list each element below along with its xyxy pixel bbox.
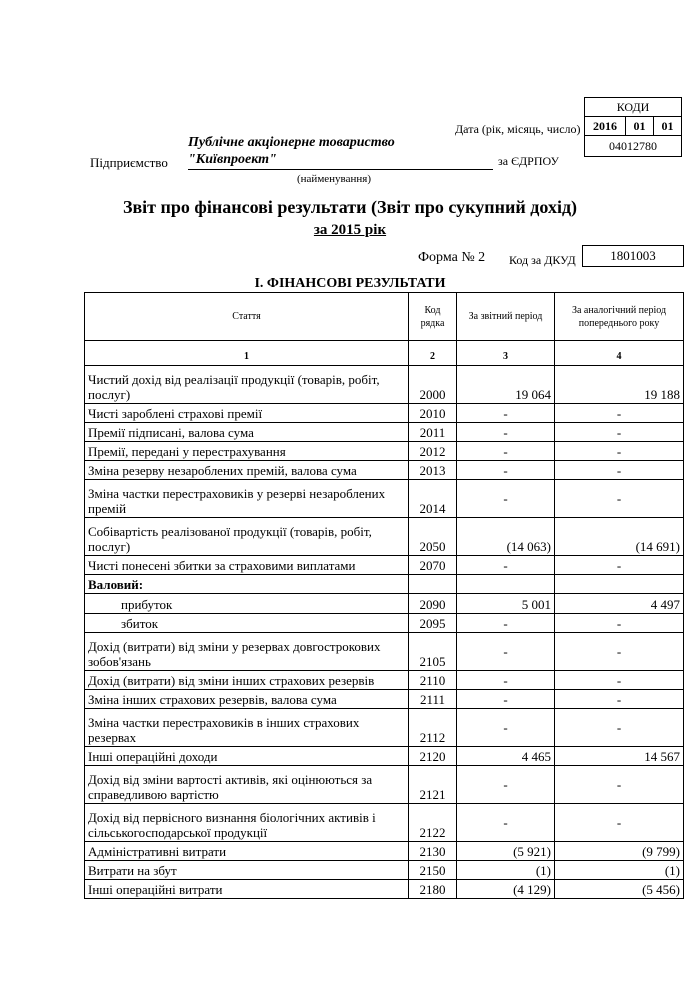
row-code: 2000 — [409, 366, 457, 404]
date-month: 01 — [626, 117, 654, 136]
table-row — [85, 594, 684, 614]
enterprise-name — [188, 134, 493, 170]
row-previous-value: 4 497 — [555, 594, 684, 614]
column-number: 2 — [409, 341, 457, 366]
row-previous-value: 14 567 — [555, 747, 684, 766]
row-current-value: - — [457, 404, 555, 423]
row-previous-value: 19 188 — [555, 366, 684, 404]
row-code — [409, 575, 457, 594]
table-row — [85, 747, 684, 766]
edrpou-code: 04012780 — [585, 136, 682, 157]
enterprise-name-line1: Публічне акціонерне товариство — [188, 135, 395, 150]
row-code: 2180 — [409, 880, 457, 899]
row-label: Інші операційні доходи — [85, 747, 409, 766]
header-article: Стаття — [85, 293, 409, 341]
row-previous-value: (9 799) — [555, 842, 684, 861]
row-label: прибуток — [85, 594, 409, 614]
row-current-value: - — [457, 614, 555, 633]
row-previous-value: (5 456) — [555, 880, 684, 899]
row-code: 2010 — [409, 404, 457, 423]
row-previous-value: - — [555, 480, 684, 518]
row-previous-value: - — [555, 690, 684, 709]
header-code: Код рядка — [409, 293, 457, 341]
row-code: 2112 — [409, 709, 457, 747]
row-code: 2012 — [409, 442, 457, 461]
row-label: Премії підписані, валова сума — [85, 423, 409, 442]
financial-results-table — [84, 292, 684, 899]
row-code: 2014 — [409, 480, 457, 518]
row-current-value: - — [457, 480, 555, 518]
row-current-value: - — [457, 690, 555, 709]
row-current-value: - — [457, 461, 555, 480]
row-current-value: - — [457, 804, 555, 842]
row-label: Дохід від первісного визнання біологічних активів і сільськогосподарської продукції — [85, 804, 409, 842]
table-row — [85, 804, 684, 842]
row-current-value: - — [457, 556, 555, 575]
row-current-value: (5 921) — [457, 842, 555, 861]
row-current-value: 19 064 — [457, 366, 555, 404]
row-previous-value: - — [555, 766, 684, 804]
row-label: Зміна резерву незароблених премій, валова сума — [85, 461, 409, 480]
table-row — [85, 480, 684, 518]
table-row — [85, 861, 684, 880]
row-code: 2050 — [409, 518, 457, 556]
row-label: Чисті понесені збитки за страховими виплатами — [85, 556, 409, 575]
table-row — [85, 518, 684, 556]
table-row — [85, 671, 684, 690]
row-label: Витрати на збут — [85, 861, 409, 880]
row-current-value: (14 063) — [457, 518, 555, 556]
row-code: 2105 — [409, 633, 457, 671]
row-previous-value — [555, 575, 684, 594]
table-row — [85, 423, 684, 442]
table-row — [85, 842, 684, 861]
row-current-value: (4 129) — [457, 880, 555, 899]
row-label: Зміна інших страхових резервів, валова сума — [85, 690, 409, 709]
form-number: Форма № 2 — [418, 250, 486, 265]
table-row — [85, 442, 684, 461]
row-current-value: 4 465 — [457, 747, 555, 766]
table-row — [85, 880, 684, 899]
row-code: 2070 — [409, 556, 457, 575]
row-code: 2120 — [409, 747, 457, 766]
row-previous-value: - — [555, 461, 684, 480]
row-label: Чистий дохід від реалізації продукції (товарів, робіт, послуг) — [85, 366, 409, 404]
table-row — [85, 366, 684, 404]
codes-header: КОДИ — [585, 98, 682, 117]
row-code: 2111 — [409, 690, 457, 709]
table-row — [85, 690, 684, 709]
row-label: Чисті зароблені страхові премії — [85, 404, 409, 423]
row-previous-value: - — [555, 709, 684, 747]
date-label: Дата (рік, місяць, число) — [455, 122, 581, 136]
edrpou-label: за ЄДРПОУ — [498, 154, 560, 168]
row-previous-value: - — [555, 614, 684, 633]
row-current-value — [457, 575, 555, 594]
table-row — [85, 556, 684, 575]
row-current-value: - — [457, 709, 555, 747]
row-label: Адміністративні витрати — [85, 842, 409, 861]
codes-box — [584, 97, 682, 157]
row-label: Валовий: — [85, 575, 409, 594]
row-code: 2110 — [409, 671, 457, 690]
row-code: 2150 — [409, 861, 457, 880]
row-label: збиток — [85, 614, 409, 633]
row-current-value: - — [457, 423, 555, 442]
row-code: 2130 — [409, 842, 457, 861]
date-year: 2016 — [585, 117, 626, 136]
dkud-label: Код за ДКУД — [509, 253, 576, 267]
row-previous-value: - — [555, 671, 684, 690]
row-label: Собівартість реалізованої продукції (товарів, робіт, послуг) — [85, 518, 409, 556]
row-code: 2095 — [409, 614, 457, 633]
row-code: 2090 — [409, 594, 457, 614]
table-body — [85, 293, 684, 899]
row-current-value: (1) — [457, 861, 555, 880]
section-title: І. ФІНАНСОВІ РЕЗУЛЬТАТИ — [254, 276, 446, 291]
row-previous-value: (1) — [555, 861, 684, 880]
row-label: Зміна частки перестраховиків в інших страхових резервах — [85, 709, 409, 747]
row-label: Дохід від зміни вартості активів, які оцінюються за справедливою вартістю — [85, 766, 409, 804]
date-day: 01 — [654, 117, 682, 136]
row-code: 2013 — [409, 461, 457, 480]
column-number-row — [85, 341, 684, 366]
header-previous: За аналогічний період попереднього року — [555, 293, 684, 341]
table-row — [85, 404, 684, 423]
row-code: 2011 — [409, 423, 457, 442]
row-previous-value: (14 691) — [555, 518, 684, 556]
row-label: Дохід (витрати) від зміни у резервах довгострокових зобов'язань — [85, 633, 409, 671]
dkud-code: 1801003 — [582, 245, 684, 267]
row-current-value: - — [457, 766, 555, 804]
row-current-value: - — [457, 442, 555, 461]
row-previous-value: - — [555, 633, 684, 671]
table-row — [85, 633, 684, 671]
table-row — [85, 614, 684, 633]
row-previous-value: - — [555, 423, 684, 442]
row-current-value: - — [457, 671, 555, 690]
report-title: Звіт про фінансові результати (Звіт про сукупний дохід) — [122, 197, 578, 217]
table-row — [85, 461, 684, 480]
name-caption: (найменування) — [297, 173, 371, 185]
row-code: 2122 — [409, 804, 457, 842]
report-period: за 2015 рік — [313, 222, 387, 238]
row-label: Зміна частки перестраховиків у резерві незароблених премій — [85, 480, 409, 518]
row-label: Дохід (витрати) від зміни інших страхових резервів — [85, 671, 409, 690]
column-number: 1 — [85, 341, 409, 366]
column-number: 4 — [555, 341, 684, 366]
row-previous-value: - — [555, 404, 684, 423]
row-previous-value: - — [555, 442, 684, 461]
row-previous-value: - — [555, 804, 684, 842]
table-row — [85, 709, 684, 747]
row-code: 2121 — [409, 766, 457, 804]
row-previous-value: - — [555, 556, 684, 575]
row-label: Інші операційні витрати — [85, 880, 409, 899]
enterprise-label: Підприємство — [90, 155, 168, 170]
header-current: За звітний період — [457, 293, 555, 341]
column-number: 3 — [457, 341, 555, 366]
table-header-row — [85, 293, 684, 341]
table-row — [85, 575, 684, 594]
enterprise-name-line2: "Київпроект" — [188, 152, 277, 167]
row-label: Премії, передані у перестрахування — [85, 442, 409, 461]
table-row — [85, 766, 684, 804]
row-current-value: 5 001 — [457, 594, 555, 614]
row-current-value: - — [457, 633, 555, 671]
